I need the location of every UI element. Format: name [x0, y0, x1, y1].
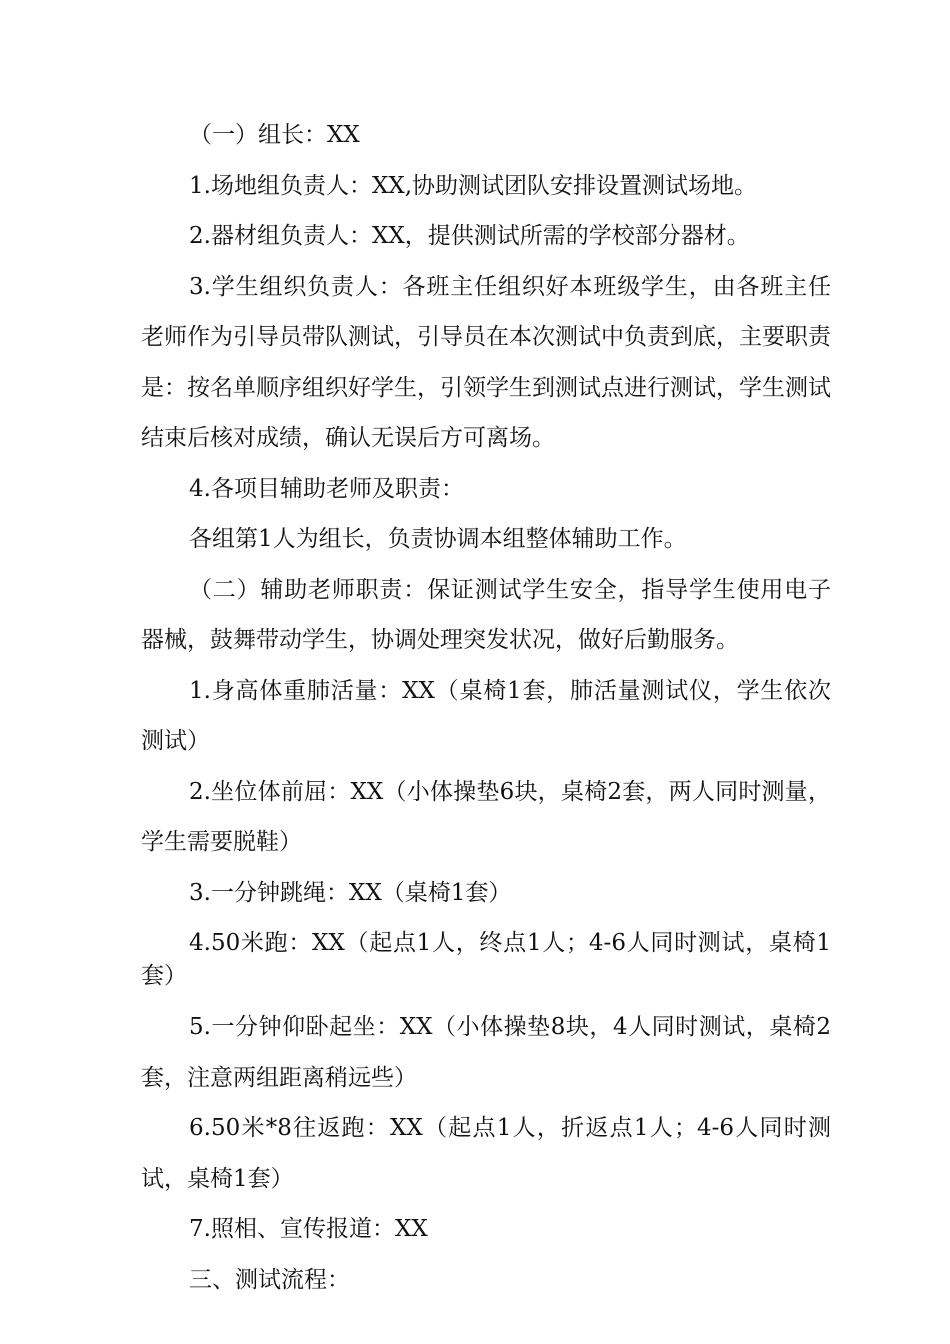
paragraph-group-leader-note: 各组第1人为组长，负责协调本组整体辅助工作。 — [189, 526, 687, 552]
item-shuttle-run: 6.50米*8往返跑：XX（起点1人，折返点1人；4-6人同时测试，桌椅1套） — [141, 1115, 831, 1192]
item-50m-run: 4.50米跑：XX（起点1人，终点1人；4-6人同时测试，桌椅1套） — [141, 930, 831, 989]
item-jump-rope: 3.一分钟跳绳：XX（桌椅1套） — [189, 879, 512, 906]
paragraph-student-organization: 3.学生组织负责人：各班主任组织好本班级学生，由各班主任老师作为引导员带队测试，引导员在本次测试中负责到底，主要职责是：按名单顺序组织好学生，引领学生到测试点进行测试，学生测试结束后核对成绩，确认无误后方可离场。 — [141, 273, 831, 451]
section-heading-assistant-duties: （二）辅助老师职责：保证测试学生安全，指导学生使用电子器械，鼓舞带动学生，协调处理突发状况，做好后勤服务。 — [141, 576, 831, 653]
document-body — [141, 110, 831, 1305]
paragraph-venue-group: 1.场地组负责人：XX,协助测试团队安排设置测试场地。 — [189, 172, 758, 199]
item-photography: 7.照相、宣传报道：XX — [189, 1216, 428, 1242]
section-heading-group-leader: （一）组长：XX — [189, 122, 360, 148]
paragraph-assistant-teachers: 4.各项目辅助老师及职责： — [189, 475, 464, 502]
paragraph-equipment-group: 2.器材组负责人：XX，提供测试所需的学校部分器材。 — [189, 223, 750, 249]
item-sit-and-reach: 2.坐位体前屈：XX（小体操垫6块，桌椅2套，两人同时测量，学生需要脱鞋） — [141, 778, 831, 855]
item-sit-ups: 5.一分钟仰卧起坐：XX（小体操垫8块，4人同时测试，桌椅2套，注意两组距离稍远些） — [141, 1014, 831, 1091]
item-height-weight-lung: 1.身高体重肺活量：XX（桌椅1套，肺活量测试仪，学生依次测试） — [141, 677, 831, 754]
section-heading-test-process: 三、测试流程： — [189, 1266, 350, 1293]
